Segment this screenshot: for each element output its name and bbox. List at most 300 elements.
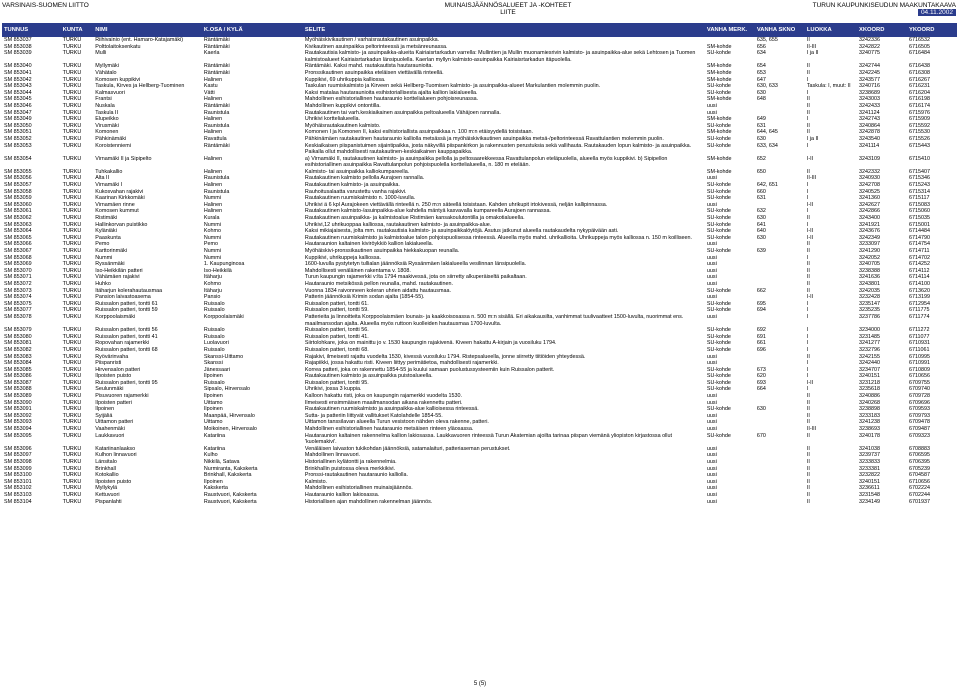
table-row (2, 182, 957, 189)
table-cell: II (806, 122, 810, 129)
table-cell: Halinen (203, 208, 223, 215)
table-cell: uusi (706, 478, 717, 485)
table-cell: SM 853085 (4, 366, 32, 373)
table-cell: TURKU (62, 360, 82, 367)
table-cell: SM 853094 (4, 426, 32, 433)
table-cell: TURKU (62, 96, 82, 103)
table-cell: Korppoolaismäki (95, 313, 136, 320)
table-cell: uusi (706, 399, 717, 406)
table-row (2, 400, 957, 407)
table-row (2, 77, 957, 84)
table-row (2, 419, 957, 426)
table-cell: Kalloon hakattu risti, joka on kaupungin rajamerkki vuodelta 1530. (304, 393, 462, 400)
table-row (2, 195, 957, 202)
table-cell: II (806, 274, 810, 281)
table-cell: Syijäliä (95, 412, 113, 419)
table-cell: SM 853077 (4, 307, 32, 314)
table-cell: Frantsi (95, 96, 112, 103)
table-cell: I ja II (806, 135, 819, 142)
table-cell: Itäharju (203, 274, 222, 281)
table-cell: TURKU (62, 122, 82, 129)
table-row (2, 156, 957, 169)
table-cell: Kaksi matalaa hautaraunioita esihistoriallisesta ajalta kallion lakialueella. (304, 89, 478, 96)
table-cell: Hautaraunio kallion lakiosassa. (304, 491, 380, 498)
table-cell: Ilpoinen (203, 373, 223, 380)
table-cell: Pemo (95, 241, 110, 248)
table-cell: 6710809 (908, 366, 930, 373)
table-cell: 3238693 (858, 426, 880, 433)
table-cell: Siirtolohkare, joka on mainittu jo v. 1530 kaupungin rajakivenä. Kiveen hakattu A-kirjain ja vuosiluku 1794. (304, 340, 557, 347)
table-cell: Vähätalo (95, 69, 117, 76)
table-cell (755, 274, 805, 281)
table-cell: Pronssikautinen asuinpaikka eteläisen viettävällä rinteellä. (304, 69, 444, 76)
table-cell: Ruissalon patteri, tontti 59. (304, 307, 369, 314)
table-cell: 3241114 (858, 142, 880, 149)
table-cell: 648 (756, 96, 766, 103)
table-cell: SM 853098 (4, 459, 32, 465)
table-cell: SM 853104 (4, 498, 32, 505)
table-cell: Halinen (203, 96, 223, 103)
table-cell: Komosen kuppikivi (95, 76, 141, 83)
table-row (2, 373, 957, 380)
table-cell: 3242433 (858, 102, 880, 109)
table-cell: I (806, 373, 809, 380)
table-cell: Taskula II (95, 109, 119, 116)
table-cell: 3242155 (858, 353, 880, 360)
table-cell: 3240525 (858, 188, 880, 195)
table-cell: 3243003 (858, 96, 880, 103)
table-cell: I-II (806, 234, 814, 241)
table-cell: SM 853049 (4, 116, 32, 123)
table-cell: Kalmisto- tai asuinpaikka kalliokumpareella. (304, 168, 410, 175)
table-cell: SU-kohde (706, 182, 731, 189)
table-cell (755, 175, 805, 182)
table-row (2, 294, 957, 301)
table-cell: I-II (806, 294, 814, 301)
table-row (2, 50, 957, 63)
table-cell (755, 426, 805, 433)
table-cell: Rajapiikki, jossa hakattu risti. Kiveen liittyy perimätietoa, mahdollisesti rajamerkki. (304, 360, 499, 367)
table-cell: 640 (756, 228, 766, 235)
table-cell: Kohmo (203, 280, 221, 287)
table-row (2, 360, 957, 367)
table-cell: SM 853071 (4, 274, 32, 281)
column-header: KUNTA (61, 23, 94, 37)
table-cell: 6709593 (908, 406, 930, 413)
table-cell: II (806, 445, 810, 452)
table-cell: 3241277 (858, 340, 880, 347)
table-cell: I-II (806, 228, 814, 235)
table-cell: TURKU (62, 445, 82, 452)
table-cell: SM 853055 (4, 168, 32, 175)
table-row (2, 499, 957, 506)
table-cell: 6715001 (908, 221, 930, 228)
table-cell: Uittamo (203, 399, 223, 406)
table-cell: Mahdollinen kuppikivi ontontilla. (304, 102, 381, 109)
table-cell: II (806, 491, 810, 498)
table-cell: Patterin jäännöksiä Krimin sodan ajalta (1854-55). (304, 294, 425, 301)
table-cell: TURKU (62, 280, 82, 287)
table-cell: 6715530 (908, 129, 930, 136)
table-row (2, 103, 957, 110)
table-cell: 3233381 (858, 465, 880, 472)
table-cell (755, 314, 805, 327)
table-cell: SU-kohde (706, 307, 731, 314)
table-cell: 3243801 (858, 280, 880, 287)
table-cell: SU-kohde (706, 432, 731, 439)
table-cell: 634 (756, 50, 766, 57)
table-cell: Halinen (203, 155, 223, 162)
table-cell: TURKU (62, 294, 82, 301)
table-cell: I (806, 327, 809, 334)
table-cell: SM 853087 (4, 379, 32, 386)
table-cell: Halinen (203, 129, 223, 136)
table-cell: Ruissalo (203, 327, 225, 334)
table-cell: 3232822 (858, 472, 880, 479)
table-cell: 6715592 (908, 122, 930, 129)
table-row (2, 472, 957, 479)
table-cell: Raustvuori, Kakskerta (203, 498, 257, 505)
table-cell: Myöhäisrautakautinen kalmisto. (304, 122, 381, 129)
table-cell: 3243109 (858, 155, 880, 162)
table-row (2, 228, 957, 235)
table-cell: 3242822 (858, 43, 880, 50)
table-cell: 3235618 (858, 386, 880, 393)
table-cell: SM-kohde (706, 116, 732, 123)
table-cell: TURKU (62, 419, 82, 426)
table-cell: TURKU (62, 478, 82, 485)
table-cell: Mahdollinen esihistoriallinen muinaisjäännös. (304, 485, 413, 492)
table-cell: II (806, 485, 810, 492)
table-cell: SU-kohde (706, 195, 731, 202)
table-cell: 6709740 (908, 386, 930, 393)
title-line-2: LIITE (500, 9, 516, 16)
column-header: VANHA SKNO (755, 23, 805, 37)
table-cell: Halinen (203, 201, 223, 208)
table-cell: 6705239 (908, 465, 930, 472)
table-cell: uusi (706, 353, 717, 360)
table-cell: Myöhäiskivikautinen / varhaisrautakautinen asuinpaikka. (304, 37, 440, 43)
table-row (2, 393, 957, 400)
table-cell: Katariina (203, 432, 226, 439)
table-cell: 644, 645 (756, 129, 778, 136)
table-cell: SM-kohde (706, 96, 732, 103)
table-row (2, 354, 957, 361)
table-cell: SU-kohde (706, 248, 731, 254)
column-header: NIMI (93, 23, 202, 37)
table-cell: Ruissalon patteri, tontti 68. (304, 346, 369, 353)
table-row (2, 334, 957, 341)
table-cell: II (806, 109, 810, 116)
column-header: K.OSA / KYLÄ (202, 23, 303, 37)
table-cell: SM-kohde (706, 168, 732, 175)
table-cell (755, 103, 805, 110)
table-cell: TURKU (62, 472, 82, 479)
table-cell: 3241360 (858, 195, 880, 202)
table-cell: SM 853066 (4, 241, 32, 248)
table-row (2, 413, 957, 420)
table-cell: 3232796 (858, 346, 880, 353)
table-cell: TURKU (62, 307, 82, 314)
table-row (2, 110, 957, 117)
table-cell: Venäläisen laivaston tukikohdan jäännöksiä, satamalaituri, patteriaseman perustukset. (304, 445, 511, 452)
table-cell: SM 853039 (4, 50, 32, 57)
table-cell: 6709755 (908, 379, 930, 386)
table-cell: TURKU (62, 201, 82, 208)
table-cell: Taskula, Kirves ja Hellberg-Tuominen (95, 83, 185, 90)
table-cell: TURKU (62, 63, 82, 70)
table-cell: Ruissalon patteri, tontti 68 (95, 346, 158, 353)
table-cell: II (806, 280, 810, 287)
table-cell: TURKU (62, 228, 82, 235)
table-cell: SU-kohde (706, 379, 731, 386)
table-cell: TURKU (62, 182, 82, 189)
table-cell: SM 853045 (4, 96, 32, 103)
table-cell: I (806, 89, 809, 96)
table-cell (755, 202, 805, 209)
table-cell: SM 853080 (4, 333, 32, 340)
table-row (2, 189, 957, 196)
table-cell: Kulhon linnavuori (95, 452, 137, 459)
table-cell: SM 853044 (4, 89, 32, 96)
table-cell: TURKU (62, 412, 82, 419)
table-cell: TURKU (62, 406, 82, 413)
table-cell: 6714484 (908, 228, 930, 235)
table-cell: Nuskala (95, 102, 115, 109)
table-cell: 6713620 (908, 287, 930, 294)
table-cell: uusi (706, 445, 717, 452)
table-cell: 6715035 (908, 215, 930, 222)
table-cell: SM 853043 (4, 83, 32, 90)
table-cell: Koroistenniemi (95, 142, 131, 149)
table-cell: uusi (706, 419, 717, 426)
table-cell: SM 853081 (4, 340, 32, 347)
table-cell: 3242440 (858, 360, 880, 367)
table-cell: SU-kohde (706, 406, 731, 413)
table-cell: uusi (706, 452, 717, 459)
table-cell: SM 853042 (4, 76, 32, 83)
table-cell: SM 853059 (4, 195, 32, 202)
table-cell: Ilpoinen (203, 406, 223, 413)
table-cell: TURKU (62, 241, 82, 248)
table-cell: Uittamon patteri (95, 419, 134, 426)
table-cell: uusi (706, 201, 717, 208)
table-cell: uusi (706, 313, 717, 320)
table-cell: 3241636 (858, 274, 880, 281)
table-cell: II (806, 465, 810, 472)
table-cell: 3242035 (858, 287, 880, 294)
table-cell: TURKU (62, 155, 82, 162)
table-cell: uusi (706, 491, 717, 498)
table-cell: SM 853038 (4, 43, 32, 50)
table-cell: Kyläniäki (95, 228, 117, 235)
table-cell: II (806, 129, 810, 136)
table-cell: Taskula: I, muut: II (806, 83, 851, 90)
table-cell: Kurala (203, 215, 220, 222)
table-cell: 6716204 (908, 89, 930, 96)
table-cell: 6711272 (908, 327, 930, 334)
table-cell: Patterieita ja linnoitteita Korppoolaismäen lounais- ja kaakkoisosassa n. 500 m:n sisällä. Eri aikakausilta, vanhimmat tuulivaatteet 1500-luvulta, nuorimmat ens. maailmansodan ajalta. Alueella myös ruttoon kuolleiden hautausmaa 1700-luvulta. (304, 313, 684, 327)
table-cell: Ruissalon patteri, tontti 56. (304, 327, 369, 334)
table-cell: I (806, 76, 809, 83)
table-body (2, 37, 957, 505)
table-cell: TURKU (62, 83, 82, 90)
table-cell (755, 360, 805, 367)
table-cell: 630 (756, 215, 766, 222)
table-cell: 3242245 (858, 69, 880, 76)
table-cell: 6714702 (908, 254, 930, 261)
table-cell: 6715060 (908, 208, 930, 215)
table-cell: Vähämäen rajakivi (95, 274, 140, 281)
table-row (2, 380, 957, 387)
table-cell: Rautakautinen ruumiskalmisto ja asuinpaikka-alue kallioisessa rinteessä. (304, 406, 479, 413)
table-row (2, 129, 957, 136)
table-cell: 3234707 (858, 366, 880, 373)
table-cell: Ilpoisten patteri (95, 399, 132, 406)
table-cell: TURKU (62, 261, 82, 268)
table-cell: TURKU (62, 300, 82, 307)
column-header: VANHA MERK. (705, 23, 755, 37)
table-cell: TURKU (62, 379, 82, 386)
table-cell: SM 853100 (4, 472, 32, 479)
table-cell: SM 853067 (4, 248, 32, 254)
table-cell: TURKU (62, 89, 82, 96)
table-cell: 642, 651 (756, 182, 778, 189)
table-cell: Virnamäen rinne (95, 201, 135, 208)
table-cell: 3242052 (858, 254, 880, 261)
table-cell: Piispanristi (95, 360, 122, 367)
table-cell: Vuonna 1834 raivonneen koleran uhrien aidattu hautausmaa. (304, 287, 451, 294)
table-row (2, 433, 957, 446)
table-cell: Elupeikko (95, 116, 119, 123)
table-cell: 6714114 (908, 274, 930, 281)
table-cell: Historiallinen kylätontti ja rakennelmia. (304, 459, 397, 465)
table-cell: 3240930 (858, 175, 880, 182)
table-cell: II (806, 96, 810, 103)
table-cell: Rautakautinen tai varh.keskiaikainen asuinpaikka peltoalueella Vähäjoen rannalla. (304, 109, 501, 116)
table-row (2, 314, 957, 327)
table-cell: Pähkinämäki (95, 135, 127, 142)
table-cell: Moikoinen, Hirvensalo (203, 426, 257, 433)
table-cell: SM 853086 (4, 373, 32, 380)
table-cell: 630 (756, 89, 766, 96)
table-cell: Länsitalo (95, 459, 117, 465)
table-cell: uusi (706, 294, 717, 301)
table-cell: 661 (756, 340, 766, 347)
table-cell: Vätti (203, 89, 215, 96)
table-row (2, 274, 957, 281)
table-cell: Brinkhallin puistossa oleva merkkikivi. (304, 465, 396, 472)
table-cell: 6716231 (908, 83, 930, 90)
table-cell: I (806, 182, 809, 189)
table-cell: TURKU (62, 43, 82, 50)
table-cell (755, 281, 805, 288)
table-row (2, 44, 957, 51)
table-cell: Ruissalo (203, 333, 225, 340)
table-cell: I (806, 340, 809, 347)
table-cell: Keskiaikaisen piispanistuimen sijaintipaikka, josta näkyvillä piispankirkon ja rakennusten perustuksia sekä vallihauta. Rautakauden lopun kalmisto- ja asuinpaikka. Paikalla ollut mahdollisesti rautakautinen-keskiaikainen kauppapaikka. (304, 142, 692, 156)
table-cell: 6715407 (908, 168, 930, 175)
table-cell: I (806, 142, 809, 149)
table-cell: uusi (706, 485, 717, 492)
table-cell: 6709487 (908, 426, 930, 433)
table-cell: SM 853074 (4, 294, 32, 301)
table-cell: 3240864 (858, 122, 880, 129)
table-cell: 3241238 (858, 419, 880, 426)
table-cell: 3240705 (858, 261, 880, 268)
table-cell: uusi (706, 280, 717, 287)
table-cell: Korppoolaismäki (203, 313, 244, 320)
table-cell: uusi (706, 412, 717, 419)
table-cell: Virnamäki II ja Sipipelto (95, 155, 152, 162)
table-cell: Maanpää, Hirvensalo (203, 412, 255, 419)
table-cell: 630 (756, 234, 766, 241)
table-cell: II (806, 287, 810, 294)
table-cell: Räntämäki (203, 102, 230, 109)
table-cell: 3240151 (858, 373, 880, 380)
table-row (2, 426, 957, 433)
table-row (2, 37, 957, 44)
table-cell: 6710995 (908, 353, 930, 360)
table-cell: I (806, 300, 809, 307)
table-cell: TURKU (62, 221, 82, 228)
table-cell: 3240268 (858, 399, 880, 406)
table-cell: 3232428 (858, 294, 880, 301)
table-cell: SM 853075 (4, 300, 32, 307)
table-cell: Itäharjun kolerahautausmaa (95, 287, 163, 294)
page-number: 5 (5) (473, 681, 487, 687)
table-cell: uusi (706, 465, 717, 472)
table-cell: Hautaraunio metsikössä pellon reunalla, mahd. rautakautinen. (304, 280, 453, 287)
table-cell: Uhrikivi,12 uhrikuoppaa kalliossa, rautakautinen kalmisto- ja asuinpaikka-alue. (304, 221, 492, 228)
table-cell: 650 (756, 168, 766, 175)
table-cell: 3238388 (858, 267, 880, 274)
table-cell: 693 (756, 379, 766, 386)
table-cell: I (806, 221, 809, 228)
table-cell: Myllykylä (95, 485, 118, 492)
table-cell: Hautaraunion kaltainen rakennelma kallion lakiosassa. Laukkavuoren rinteessä Turun Akatemian ajoilta tarinaa piispan viemänä yliopiston kirjastossa ollut 'kuolemakivi'. (304, 432, 672, 446)
table-cell: Polttolaitoksenkatu (95, 43, 141, 50)
table-cell: Kuppikivi, 69 uhrikuppia kalliossa. (304, 76, 386, 83)
table-cell: 3242743 (858, 116, 880, 123)
table-cell: SM 853037 (4, 37, 32, 43)
table-cell: II (806, 419, 810, 426)
table-cell: 3242866 (858, 208, 880, 215)
table-cell: II (806, 432, 810, 439)
table-cell: Ravattula (203, 135, 227, 142)
title-line-1: MUINAISJÄÄNNÖSALUEET JA -KOHTEET (444, 2, 572, 9)
table-cell: Pispanlahti (95, 498, 122, 505)
table-cell: I ja II (806, 50, 819, 57)
table-cell: Ryövärinvaha (95, 353, 129, 360)
table-cell: Nummi (203, 221, 221, 228)
table-cell: SM 853046 (4, 102, 32, 109)
table-cell: 3242349 (858, 234, 880, 241)
table-cell: Kalmasvuori (95, 89, 125, 96)
table-cell: Pansion laivastoasema (95, 294, 151, 301)
table-cell: 639 (756, 248, 766, 254)
table-cell: SM 853053 (4, 142, 32, 149)
table-cell: TURKU (62, 373, 82, 380)
table-cell: 6714754 (908, 241, 930, 248)
table-cell: 6704587 (908, 472, 930, 479)
table-cell: Virusmäki (95, 122, 119, 129)
table-cell: Rautakautinen kalmisto pellolla Aurajoen rannalla. (304, 175, 425, 182)
table-cell: 3240178 (858, 432, 880, 439)
table-cell: II (806, 498, 810, 505)
table-cell: Mahdollinen linnavuori. (304, 452, 361, 459)
table-cell: SU-kohde (706, 300, 731, 307)
